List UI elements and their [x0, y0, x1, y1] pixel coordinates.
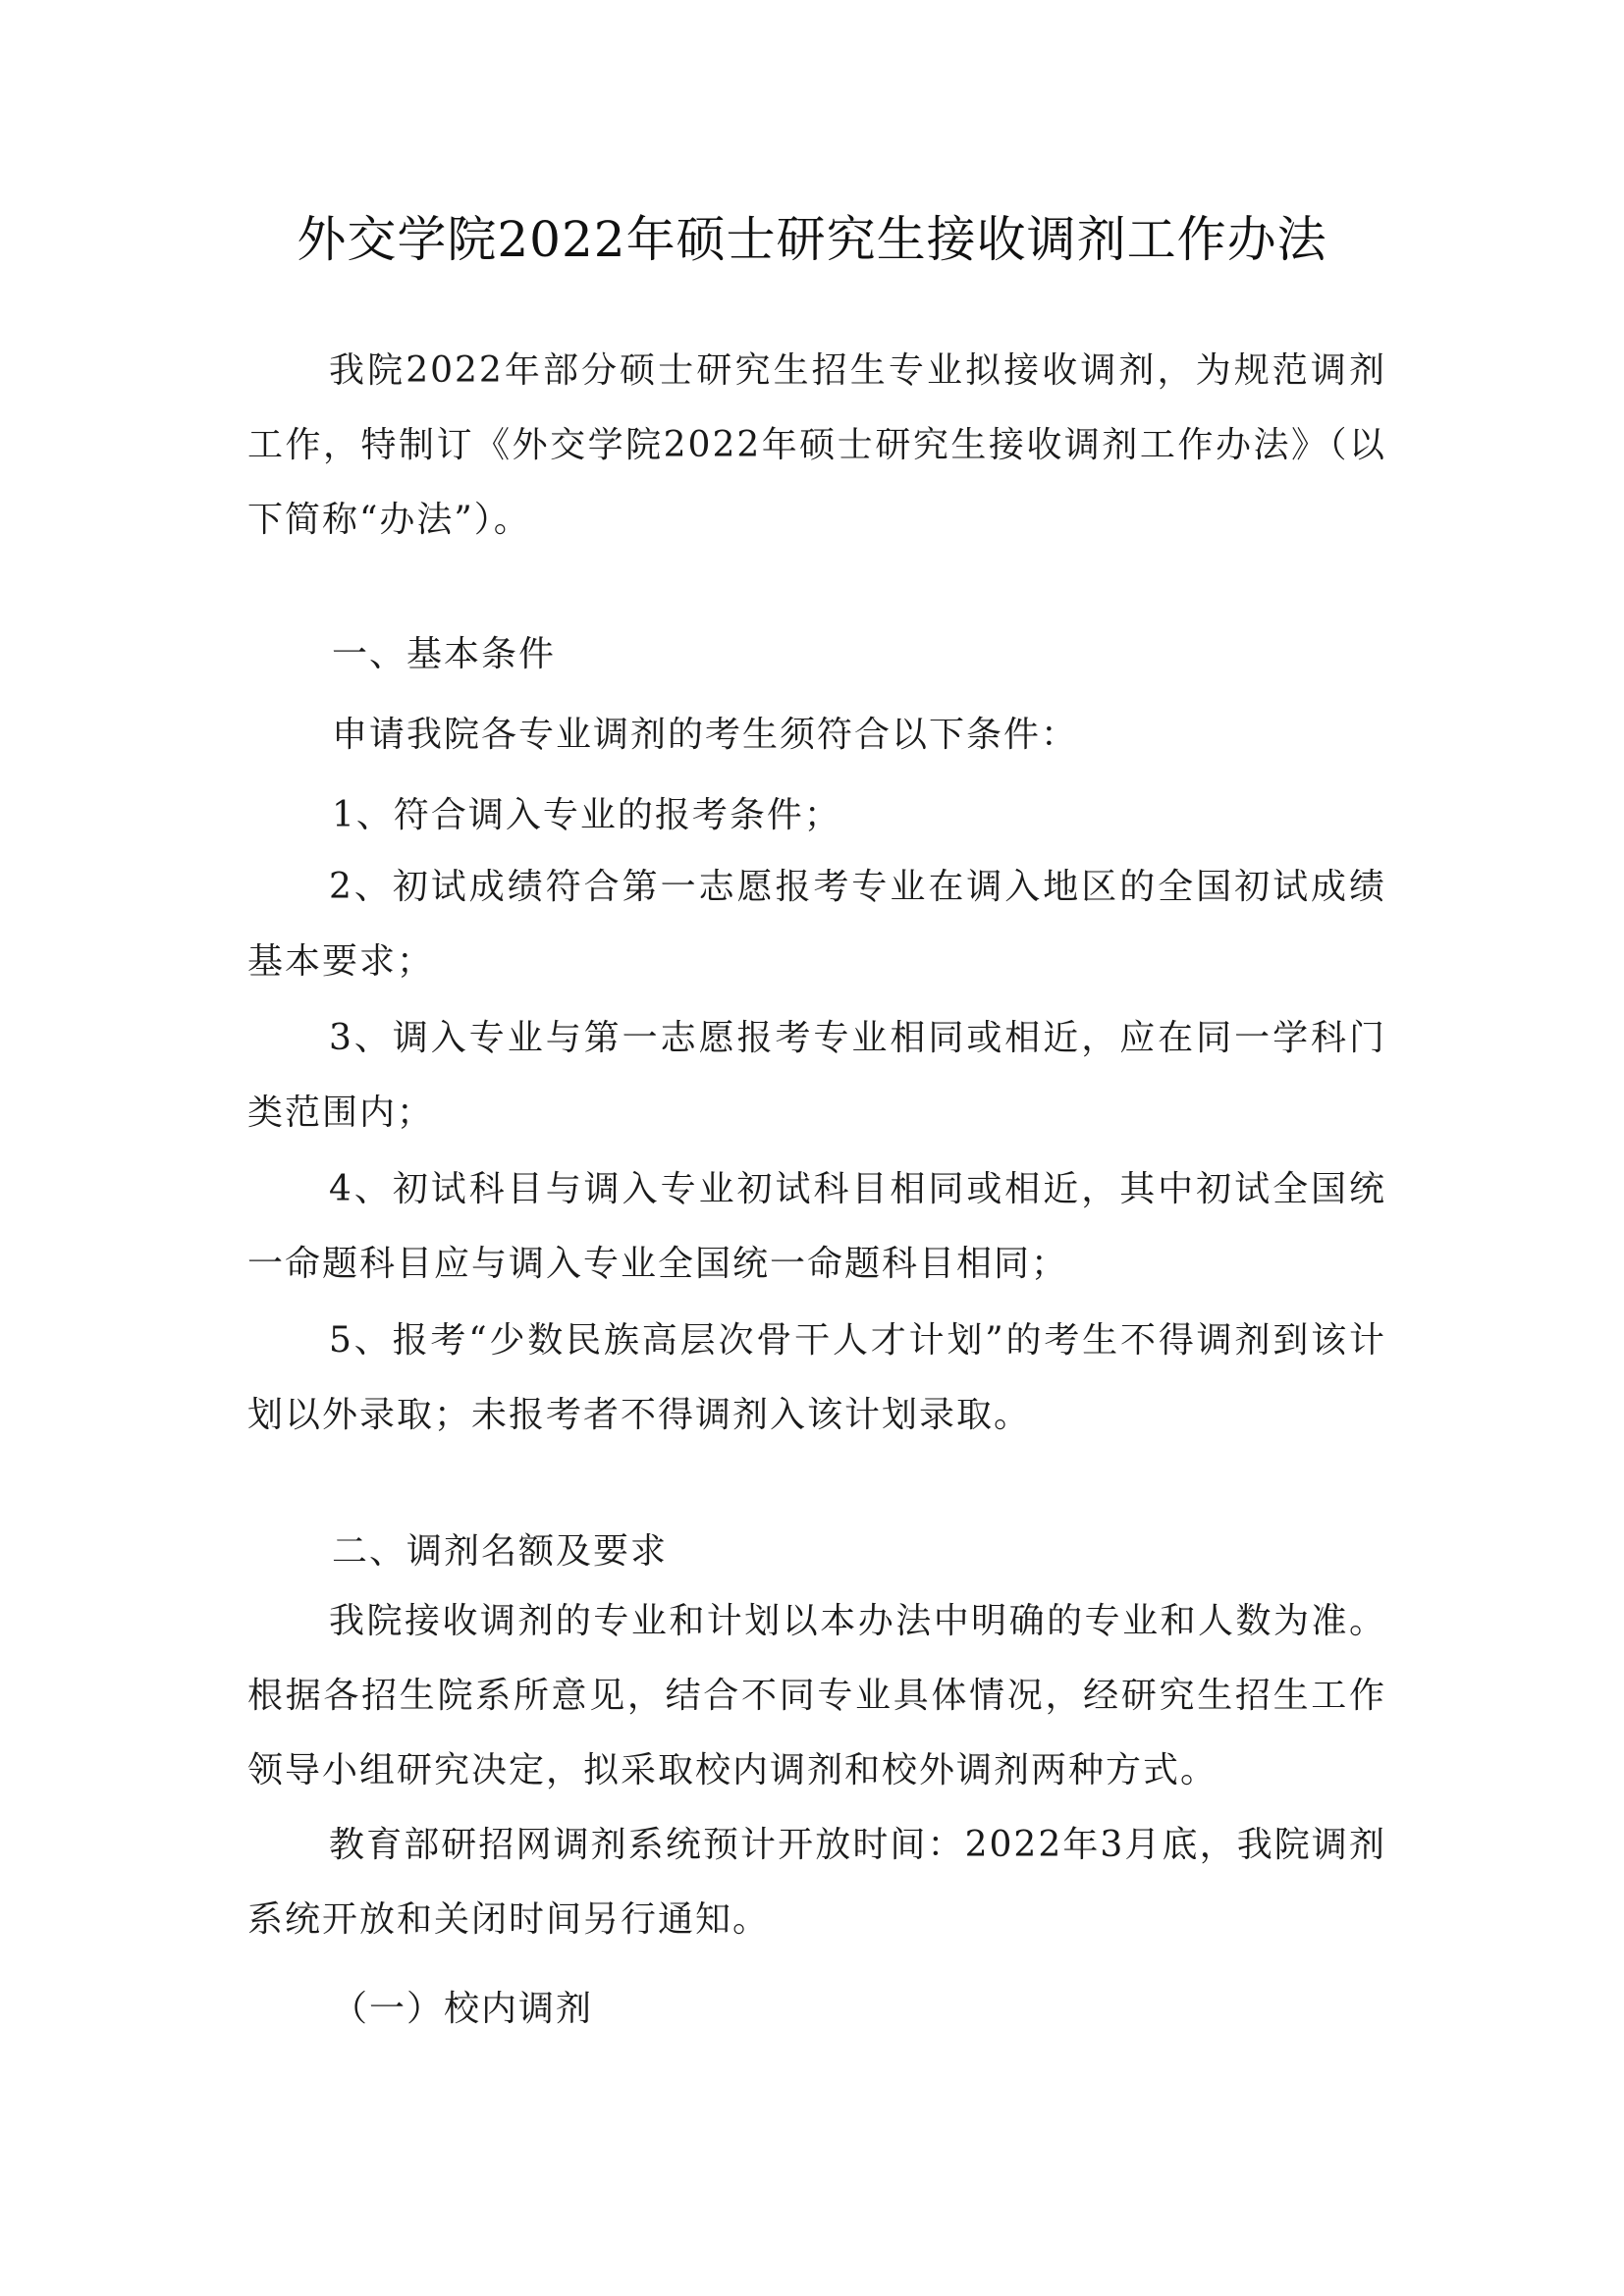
section2-paragraph-1: 我院接收调剂的专业和计划以本办法中明确的专业和人数为准。根据各招生院系所意见，结合不同专业具体情况，经研究生招生工作领导小组研究决定，拟采取校内调剂和校外调剂两种方式。 — [247, 1601, 1386, 1790]
condition-item-5: 5、报考“少数民族高层次骨干人才计划”的考生不得调剂到该计划以外录取；未报考者不得调剂入该计划录取。 — [247, 1320, 1386, 1435]
intro-paragraph: 我院2022年部分硕士研究生招生专业拟接收调剂，为规范调剂工作，特制订《外交学院2022年硕士研究生接收调剂工作办法》（以下简称“办法”）。 — [247, 350, 1386, 540]
condition-item-2: 2、初试成绩符合第一志愿报考专业在调入地区的全国初试成绩基本要求； — [247, 867, 1386, 982]
section2-heading: 二、调剂名额及要求 — [332, 1531, 669, 1572]
section1-heading: 一、基本条件 — [332, 634, 557, 674]
document-title: 外交学院2022年硕士研究生接收调剂工作办法 — [297, 211, 1327, 268]
section1-lead: 申请我院各专业调剂的考生须符合以下条件： — [332, 715, 1079, 755]
condition-item-3: 3、调入专业与第一志愿报考专业相同或相近，应在同一学科门类范围内； — [247, 1018, 1386, 1133]
section2-paragraph-2: 教育部研招网调剂系统预计开放时间：2022年3月底，我院调剂系统开放和关闭时间另行通知。 — [247, 1825, 1386, 1940]
condition-item-4: 4、初试科目与调入专业初试科目相同或相近，其中初试全国统一命题科目应与调入专业全国统一命题科目相同； — [247, 1169, 1386, 1284]
subsection-internal-adjustment: （一）校内调剂 — [332, 1989, 594, 2029]
condition-item-1: 1、符合调入专业的报考条件； — [332, 795, 841, 835]
